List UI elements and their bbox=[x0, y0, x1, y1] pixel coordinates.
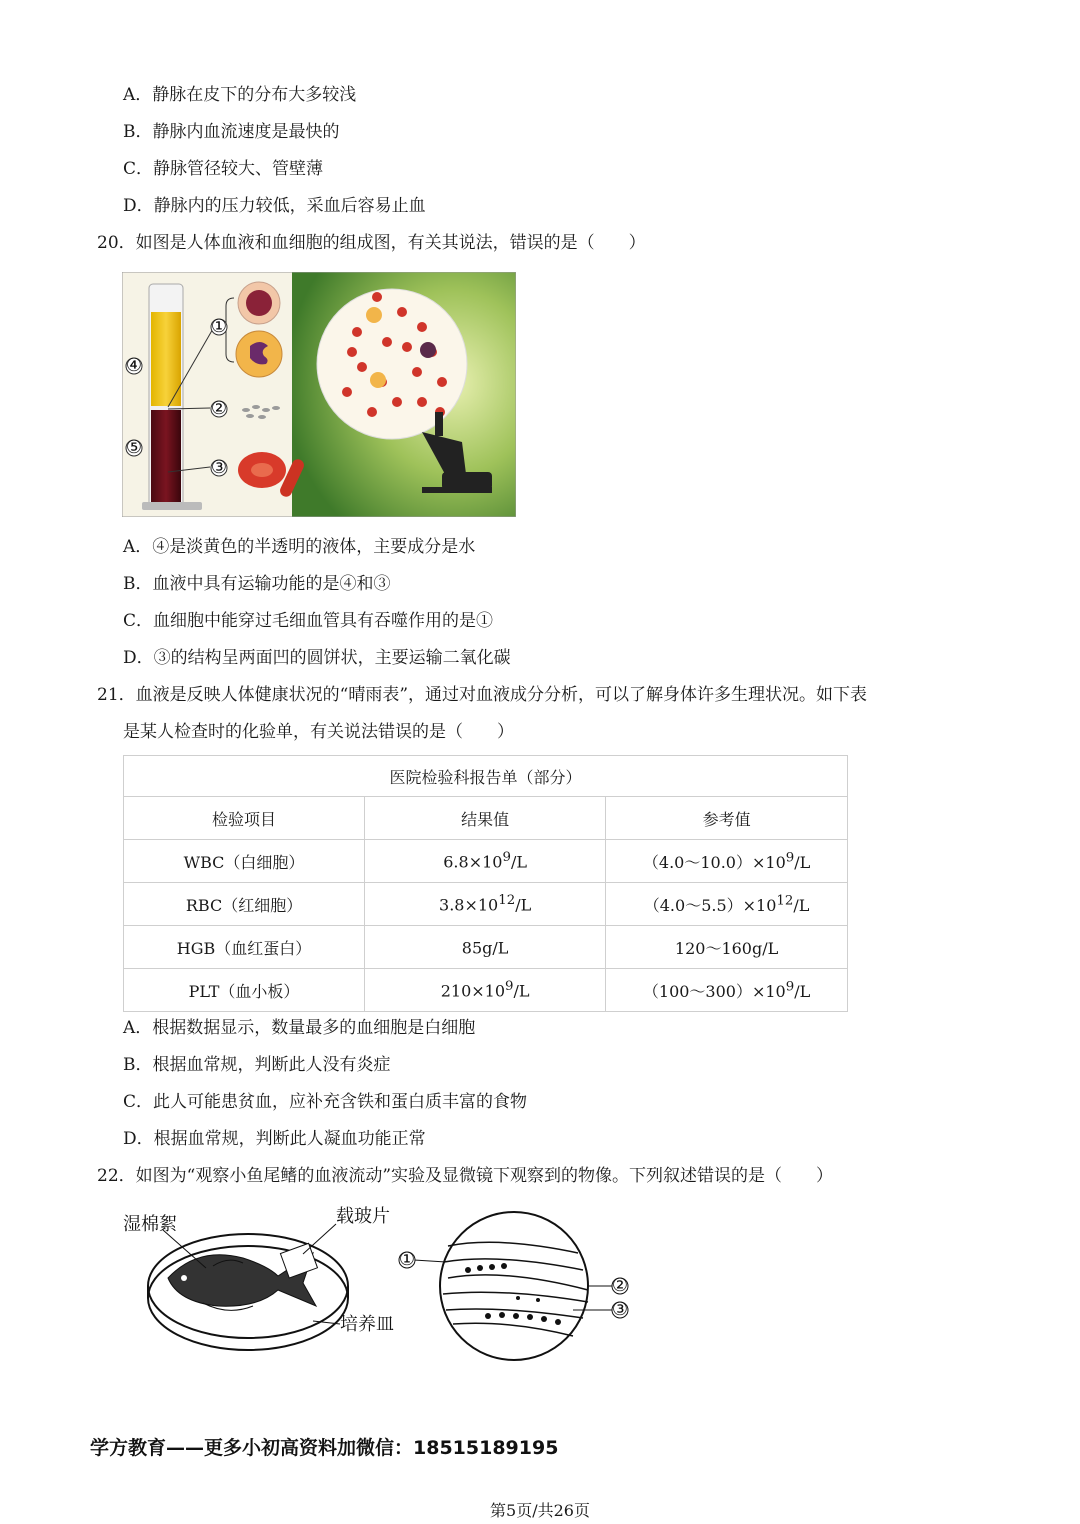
cell-item: HGB（血红蛋白） bbox=[124, 926, 365, 969]
cell-result: 85g/L bbox=[365, 926, 606, 969]
cell-result: $3.8\times 10^{12}/L$ bbox=[365, 883, 606, 926]
q19-option-d: D．静脉内的压力较低，采血后容易止血 bbox=[123, 196, 426, 216]
cell-reference: 120～160g/L bbox=[606, 926, 848, 969]
header-result: 结果值 bbox=[365, 797, 606, 840]
q22-stem: 22．如图为“观察小鱼尾鳍的血液流动”实验及显微镜下观察到的物像。下列叙述错误的是（ ） bbox=[97, 1166, 834, 1186]
lab-report-table bbox=[123, 755, 848, 1012]
cell-result: $210\times 10^9/L$ bbox=[365, 969, 606, 1012]
q21-stem-line2: 是某人检查时的化验单，有关说法错误的是（ ） bbox=[123, 722, 514, 742]
blood-composition-figure bbox=[122, 272, 516, 517]
fish-tail-experiment-figure bbox=[118, 1198, 648, 1388]
label-vessel-1: ① bbox=[398, 1249, 416, 1270]
cell-reference: $(100\sim 300)\times 10^9/L$ bbox=[606, 969, 848, 1012]
label-4: ④ bbox=[125, 355, 143, 376]
q20-stem: 20．如图是人体血液和血细胞的组成图，有关其说法，错误的是（ ） bbox=[97, 233, 646, 253]
label-3: ③ bbox=[210, 457, 228, 478]
cell-item: WBC（白细胞） bbox=[124, 840, 365, 883]
cell-reference: $(4.0\sim 5.5)\times 10^{12}/L$ bbox=[606, 883, 848, 926]
label-vessel-3: ③ bbox=[611, 1299, 629, 1320]
table-row bbox=[124, 926, 848, 969]
table-header-row bbox=[124, 797, 848, 840]
q21-option-a: A．根据数据显示，数量最多的血细胞是白细胞 bbox=[123, 1018, 476, 1038]
q21-option-b: B．根据血常规，判断此人没有炎症 bbox=[123, 1055, 391, 1075]
page-number: 第5页/共26页 bbox=[490, 1501, 590, 1520]
cell-item: RBC（红细胞） bbox=[124, 883, 365, 926]
header-reference: 参考值 bbox=[606, 797, 848, 840]
table-title: 医院检验科报告单（部分） bbox=[124, 756, 848, 797]
table-row bbox=[124, 969, 848, 1012]
cell-item: PLT（血小板） bbox=[124, 969, 365, 1012]
q20-option-b: B．血液中具有运输功能的是④和③ bbox=[123, 574, 391, 594]
label-2: ② bbox=[210, 398, 228, 419]
footer-advertisement: 学方教育——更多小初高资料加微信：18515189195 bbox=[90, 1437, 559, 1459]
label-dish: 培养皿 bbox=[340, 1314, 394, 1335]
table-row bbox=[124, 840, 848, 883]
label-1: ① bbox=[210, 316, 228, 337]
cell-reference: $(4.0\sim 10.0)\times 10^9/L$ bbox=[606, 840, 848, 883]
q21-option-c: C．此人可能患贫血，应补充含铁和蛋白质丰富的食物 bbox=[123, 1092, 528, 1112]
table-row bbox=[124, 883, 848, 926]
label-5: ⑤ bbox=[125, 437, 143, 458]
q19-option-c: C．静脉管径较大、管壁薄 bbox=[123, 159, 324, 179]
q20-option-d: D．③的结构呈两面凹的圆饼状，主要运输二氧化碳 bbox=[123, 648, 511, 668]
label-wet-cotton: 湿棉絮 bbox=[123, 1214, 177, 1235]
label-slide: 载玻片 bbox=[336, 1206, 390, 1227]
q21-stem-line1: 21．血液是反映人体健康状况的“晴雨表”，通过对血液成分分析，可以了解身体许多生理状况。如下表 bbox=[97, 685, 868, 705]
q19-option-a: A．静脉在皮下的分布大多较浅 bbox=[123, 85, 357, 105]
q20-option-a: A．④是淡黄色的半透明的液体，主要成分是水 bbox=[123, 537, 476, 557]
q21-option-d: D．根据血常规，判断此人凝血功能正常 bbox=[123, 1129, 426, 1149]
label-vessel-2: ② bbox=[611, 1275, 629, 1296]
q20-option-c: C．血细胞中能穿过毛细血管具有吞噬作用的是① bbox=[123, 611, 494, 631]
q19-option-b: B．静脉内血流速度是最快的 bbox=[123, 122, 340, 142]
header-item: 检验项目 bbox=[124, 797, 365, 840]
cell-result: $6.8\times 10^9/L$ bbox=[365, 840, 606, 883]
